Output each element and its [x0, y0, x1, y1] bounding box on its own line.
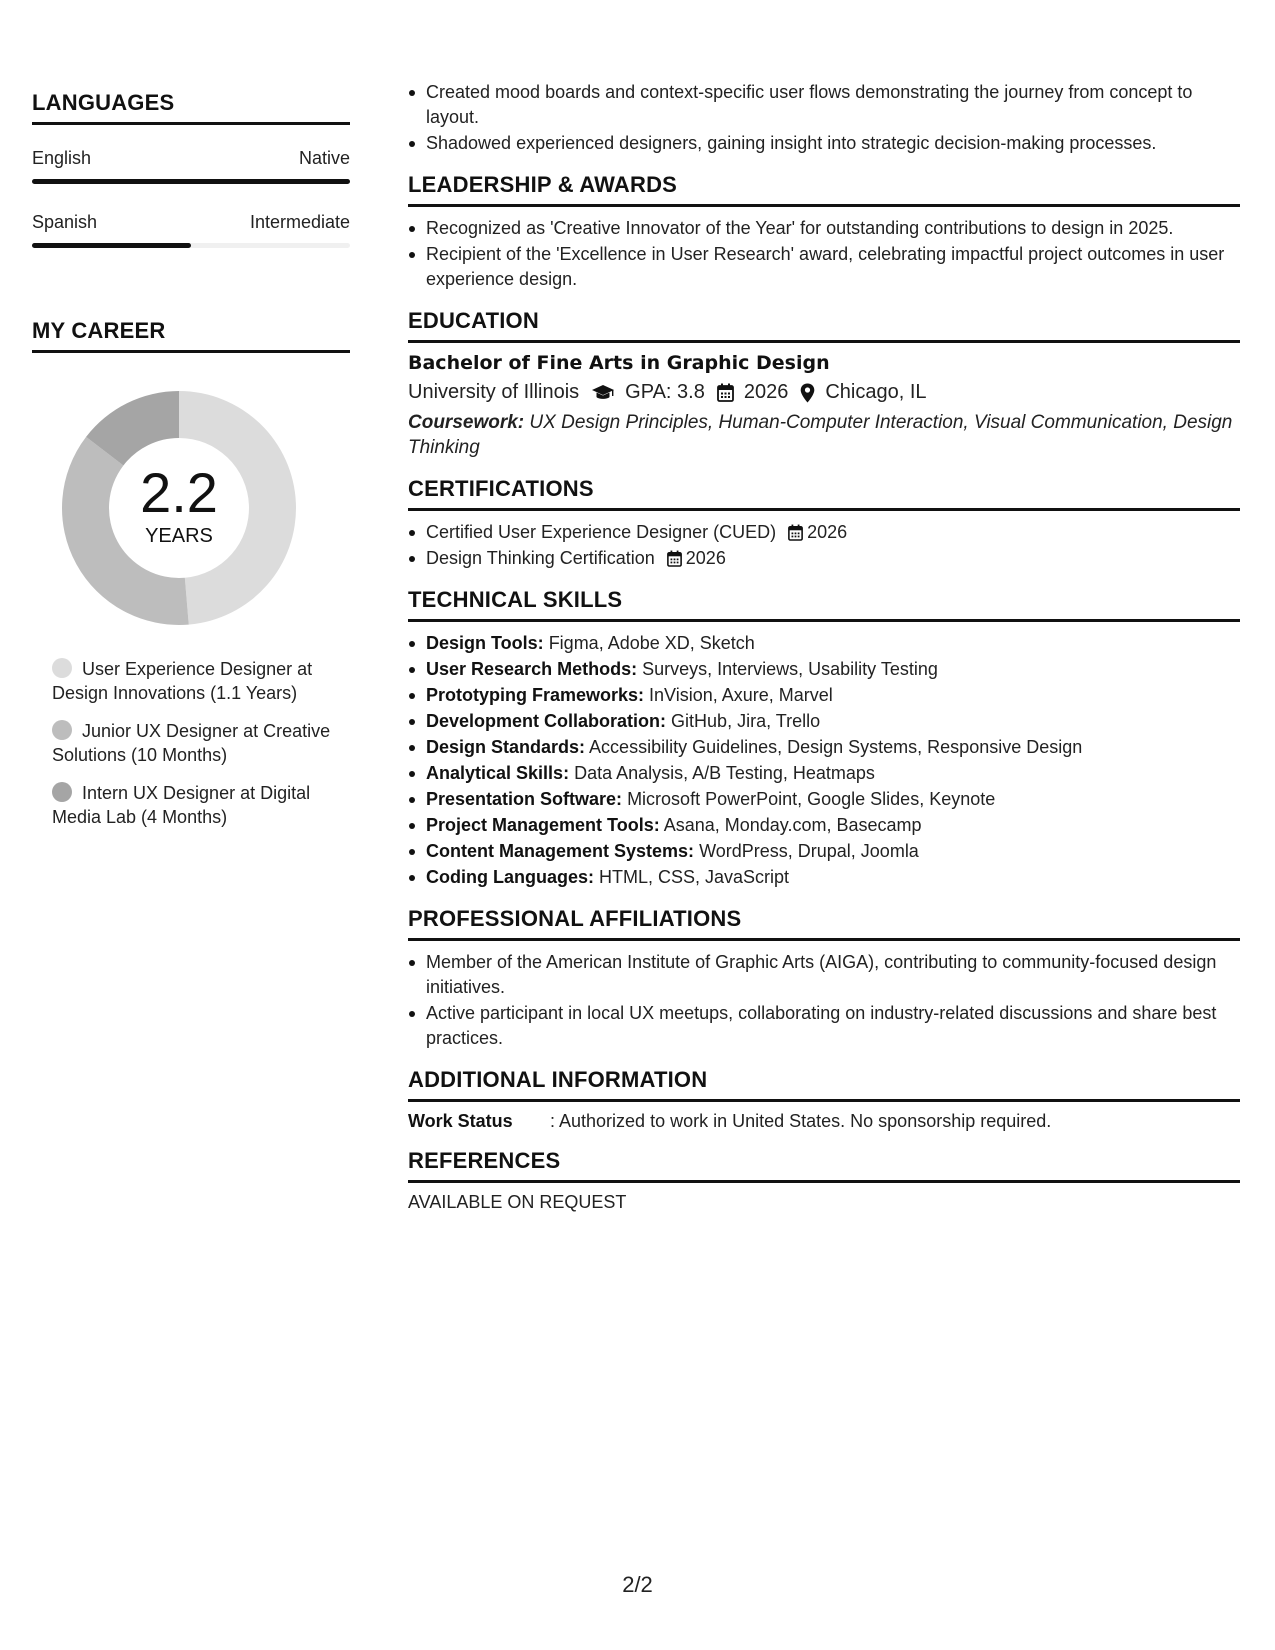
education-meta — [408, 381, 1240, 404]
certifications-heading: CERTIFICATIONS — [408, 476, 1240, 511]
coursework — [408, 410, 1240, 460]
career-legend-label: User Experience Designer at Design Innovations (1.1 Years) — [52, 659, 313, 703]
career-total-years: 2.2 — [140, 460, 218, 524]
leadership-heading: LEADERSHIP & AWARDS — [408, 172, 1240, 207]
skill-label: Content Management Systems: — [426, 841, 695, 861]
skill-label: Design Tools: — [426, 633, 544, 653]
skill-value: InVision, Axure, Marvel — [649, 685, 833, 705]
leadership-item: Recipient of the 'Excellence in User Research' award, celebrating impactful project outcomes in user experience design. — [408, 242, 1240, 292]
references-section — [408, 1148, 1240, 1213]
additional-info-section — [408, 1067, 1240, 1132]
career-legend-label: Junior UX Designer at Creative Solutions (10 Months) — [52, 721, 331, 765]
experience-bullet: Created mood boards and context-specific user flows demonstrating the journey from concept to layout. — [408, 80, 1240, 130]
certification-name: Certified User Experience Designer (CUED) — [426, 522, 777, 542]
additional-info-heading: ADDITIONAL INFORMATION — [408, 1067, 1240, 1102]
calendar-icon — [788, 524, 803, 541]
language-level: Intermediate — [249, 212, 350, 232]
career-heading: MY CAREER — [32, 318, 350, 353]
certification-item — [408, 520, 1240, 545]
calendar-icon — [717, 383, 734, 402]
skill-label: Design Standards: — [426, 737, 586, 757]
skill-label: Prototyping Frameworks: — [426, 685, 645, 705]
affiliations-section — [408, 906, 1240, 1051]
graduation-cap-icon — [591, 384, 615, 402]
school-location: Chicago, IL — [825, 381, 927, 403]
skill-value: Surveys, Interviews, Usability Testing — [642, 659, 938, 679]
language-name: Spanish — [32, 212, 98, 232]
skill-item — [408, 683, 1240, 708]
languages-heading: LANGUAGES — [32, 90, 350, 125]
career-legend-item — [52, 781, 342, 829]
certification-name: Design Thinking Certification — [426, 548, 655, 568]
skill-label: Presentation Software: — [426, 789, 623, 809]
skill-item — [408, 657, 1240, 682]
right-column — [408, 80, 1240, 1213]
career-legend-label: Intern UX Designer at Digital Media Lab (4 Months) — [52, 783, 311, 827]
language-level: Native — [298, 148, 350, 168]
experience-bullets — [408, 80, 1240, 156]
career-total-unit: YEARS — [145, 524, 213, 547]
skill-label: Development Collaboration: — [426, 711, 667, 731]
skill-item — [408, 787, 1240, 812]
coursework-label: Coursework: — [408, 412, 525, 433]
leadership-list — [408, 216, 1240, 292]
language-proficiency-fill — [32, 179, 350, 184]
skill-value: GitHub, Jira, Trello — [671, 711, 821, 731]
skill-label: Coding Languages: — [426, 867, 594, 887]
skill-label: Analytical Skills: — [426, 763, 570, 783]
coursework-list: UX Design Principles, Human-Computer Interaction, Visual Communication, Design Thinking — [408, 412, 1233, 458]
language-proficiency-fill — [32, 243, 191, 248]
location-pin-icon — [800, 383, 815, 403]
affiliations-heading: PROFESSIONAL AFFILIATIONS — [408, 906, 1240, 941]
skill-value: Data Analysis, A/B Testing, Heatmaps — [574, 763, 875, 783]
language-proficiency-bar — [32, 243, 350, 248]
work-status-row — [408, 1111, 1240, 1132]
page-number: 2/2 — [622, 1572, 653, 1597]
affiliation-item: Member of the American Institute of Graphic Arts (AIGA), contributing to community-focused design initiatives. — [408, 950, 1240, 1000]
school-name: University of Illinois — [408, 381, 580, 403]
certifications-list — [408, 520, 1240, 571]
career-donut-center — [56, 385, 302, 631]
skill-value: HTML, CSS, JavaScript — [599, 867, 790, 887]
calendar-icon — [667, 550, 682, 567]
work-status-value: : Authorized to work in United States. No sponsorship required. — [550, 1111, 1052, 1131]
skill-item — [408, 813, 1240, 838]
certification-year: 2026 — [807, 522, 848, 542]
career-legend — [52, 657, 342, 829]
skill-value: Accessibility Guidelines, Design Systems, Responsive Design — [589, 737, 1083, 757]
references-heading: REFERENCES — [408, 1148, 1240, 1183]
skills-heading: TECHNICAL SKILLS — [408, 587, 1240, 622]
certification-item — [408, 546, 1240, 571]
skills-list — [408, 631, 1240, 890]
certifications-section — [408, 476, 1240, 571]
skill-item — [408, 839, 1240, 864]
language-row — [32, 212, 350, 233]
left-column — [32, 90, 350, 843]
legend-dot-icon — [52, 720, 72, 740]
skill-item — [408, 761, 1240, 786]
language-row — [32, 148, 350, 169]
language-proficiency-bar — [32, 179, 350, 184]
skill-item — [408, 735, 1240, 760]
gpa: GPA: 3.8 — [625, 381, 705, 403]
education-section — [408, 308, 1240, 460]
leadership-item: Recognized as 'Creative Innovator of the Year' for outstanding contributions to design in 2025. — [408, 216, 1240, 241]
skill-value: WordPress, Drupal, Joomla — [699, 841, 919, 861]
skill-value: Asana, Monday.com, Basecamp — [663, 815, 922, 835]
language-name: English — [32, 148, 92, 168]
skill-value: Figma, Adobe XD, Sketch — [548, 633, 755, 653]
career-legend-item — [52, 719, 342, 767]
skill-item — [408, 865, 1240, 890]
skill-label: User Research Methods: — [426, 659, 638, 679]
affiliations-list — [408, 950, 1240, 1051]
skills-section — [408, 587, 1240, 890]
affiliation-item: Active participant in local UX meetups, collaborating on industry-related discussions and share best practices. — [408, 1001, 1240, 1051]
education-heading: EDUCATION — [408, 308, 1240, 343]
career-legend-item — [52, 657, 342, 705]
leadership-section — [408, 172, 1240, 292]
references-text: AVAILABLE ON REQUEST — [408, 1192, 627, 1212]
legend-dot-icon — [52, 782, 72, 802]
work-status-label: Work Status — [408, 1111, 513, 1131]
experience-bullet: Shadowed experienced designers, gaining insight into strategic decision-making processes. — [408, 131, 1240, 156]
legend-dot-icon — [52, 658, 72, 678]
degree-title: Bachelor of Fine Arts in Graphic Design — [408, 352, 830, 374]
skill-item — [408, 709, 1240, 734]
skill-value: Microsoft PowerPoint, Google Slides, Keynote — [627, 789, 996, 809]
graduation-year: 2026 — [743, 381, 789, 403]
certification-year: 2026 — [685, 548, 726, 568]
skill-item — [408, 631, 1240, 656]
career-donut-chart — [56, 385, 302, 631]
skill-label: Project Management Tools: — [426, 815, 660, 835]
